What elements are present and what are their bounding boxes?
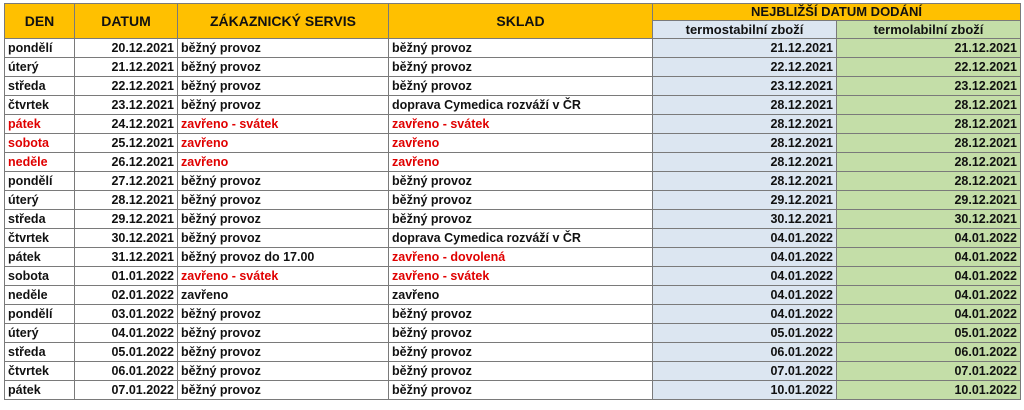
cell-datum: 04.01.2022: [75, 324, 178, 343]
cell-datum: 24.12.2021: [75, 115, 178, 134]
header-sklad: SKLAD: [389, 4, 653, 39]
cell-termolabilni-date: 23.12.2021: [837, 77, 1021, 96]
cell-sklad: běžný provoz: [389, 305, 653, 324]
cell-termostabilni-date: 28.12.2021: [653, 115, 837, 134]
cell-den: středa: [5, 77, 75, 96]
cell-sklad: běžný provoz: [389, 58, 653, 77]
cell-den: sobota: [5, 267, 75, 286]
cell-termostabilni-date: 04.01.2022: [653, 305, 837, 324]
table-row: [5, 77, 1021, 96]
cell-datum: 27.12.2021: [75, 172, 178, 191]
table-row: [5, 115, 1021, 134]
cell-servis: zavřeno: [178, 134, 389, 153]
cell-termolabilni-date: 10.01.2022: [837, 381, 1021, 400]
cell-datum: 25.12.2021: [75, 134, 178, 153]
cell-termostabilni-date: 22.12.2021: [653, 58, 837, 77]
cell-termolabilni-date: 04.01.2022: [837, 229, 1021, 248]
cell-datum: 05.01.2022: [75, 343, 178, 362]
cell-datum: 23.12.2021: [75, 96, 178, 115]
table-row: [5, 172, 1021, 191]
cell-termolabilni-date: 28.12.2021: [837, 115, 1021, 134]
cell-den: pátek: [5, 115, 75, 134]
cell-servis: běžný provoz: [178, 324, 389, 343]
cell-datum: 30.12.2021: [75, 229, 178, 248]
cell-datum: 21.12.2021: [75, 58, 178, 77]
table-row: [5, 343, 1021, 362]
cell-den: pondělí: [5, 305, 75, 324]
cell-termostabilni-date: 04.01.2022: [653, 286, 837, 305]
cell-termostabilni-date: 30.12.2021: [653, 210, 837, 229]
cell-datum: 31.12.2021: [75, 248, 178, 267]
cell-sklad: běžný provoz: [389, 172, 653, 191]
cell-servis: běžný provoz: [178, 39, 389, 58]
cell-termolabilni-date: 28.12.2021: [837, 96, 1021, 115]
cell-termostabilni-date: 21.12.2021: [653, 39, 837, 58]
cell-sklad: doprava Cymedica rozváží v ČR: [389, 229, 653, 248]
header-datum: DATUM: [75, 4, 178, 39]
cell-servis: běžný provoz: [178, 381, 389, 400]
cell-sklad: běžný provoz: [389, 39, 653, 58]
cell-termostabilni-date: 23.12.2021: [653, 77, 837, 96]
cell-den: čtvrtek: [5, 96, 75, 115]
table-row: [5, 286, 1021, 305]
cell-sklad: běžný provoz: [389, 362, 653, 381]
cell-servis: běžný provoz: [178, 305, 389, 324]
cell-termostabilni-date: 06.01.2022: [653, 343, 837, 362]
cell-den: sobota: [5, 134, 75, 153]
cell-sklad: zavřeno: [389, 153, 653, 172]
cell-termostabilni-date: 04.01.2022: [653, 248, 837, 267]
table-row: [5, 362, 1021, 381]
cell-termostabilni-date: 29.12.2021: [653, 191, 837, 210]
cell-termostabilni-date: 05.01.2022: [653, 324, 837, 343]
table-row: [5, 96, 1021, 115]
cell-datum: 07.01.2022: [75, 381, 178, 400]
cell-termostabilni-date: 28.12.2021: [653, 96, 837, 115]
table-row: [5, 191, 1021, 210]
schedule-table: [4, 3, 1021, 400]
cell-sklad: běžný provoz: [389, 210, 653, 229]
cell-termolabilni-date: 04.01.2022: [837, 286, 1021, 305]
cell-termolabilni-date: 04.01.2022: [837, 305, 1021, 324]
cell-sklad: běžný provoz: [389, 381, 653, 400]
table-row: [5, 248, 1021, 267]
cell-termolabilni-date: 28.12.2021: [837, 134, 1021, 153]
cell-datum: 22.12.2021: [75, 77, 178, 96]
cell-termolabilni-date: 30.12.2021: [837, 210, 1021, 229]
cell-servis: běžný provoz: [178, 362, 389, 381]
cell-termostabilni-date: 28.12.2021: [653, 153, 837, 172]
cell-sklad: zavřeno - svátek: [389, 115, 653, 134]
cell-termolabilni-date: 28.12.2021: [837, 153, 1021, 172]
table-row: [5, 39, 1021, 58]
cell-datum: 01.01.2022: [75, 267, 178, 286]
cell-servis: běžný provoz: [178, 191, 389, 210]
cell-den: pondělí: [5, 172, 75, 191]
cell-den: pondělí: [5, 39, 75, 58]
cell-datum: 03.01.2022: [75, 305, 178, 324]
cell-servis: zavřeno - svátek: [178, 267, 389, 286]
header-den: DEN: [5, 4, 75, 39]
cell-servis: běžný provoz: [178, 229, 389, 248]
table-row: [5, 324, 1021, 343]
table-row: [5, 58, 1021, 77]
cell-den: úterý: [5, 58, 75, 77]
cell-servis: běžný provoz: [178, 58, 389, 77]
cell-sklad: běžný provoz: [389, 191, 653, 210]
cell-datum: 20.12.2021: [75, 39, 178, 58]
cell-datum: 02.01.2022: [75, 286, 178, 305]
cell-sklad: běžný provoz: [389, 324, 653, 343]
cell-sklad: zavřeno: [389, 286, 653, 305]
cell-servis: zavřeno - svátek: [178, 115, 389, 134]
table-row: [5, 153, 1021, 172]
table-row: [5, 210, 1021, 229]
cell-datum: 06.01.2022: [75, 362, 178, 381]
cell-servis: zavřeno: [178, 153, 389, 172]
cell-termolabilni-date: 21.12.2021: [837, 39, 1021, 58]
cell-sklad: zavřeno: [389, 134, 653, 153]
table-row: [5, 229, 1021, 248]
cell-termostabilni-date: 04.01.2022: [653, 229, 837, 248]
cell-servis: běžný provoz do 17.00: [178, 248, 389, 267]
table-row: [5, 381, 1021, 400]
cell-den: pátek: [5, 381, 75, 400]
table-row: [5, 267, 1021, 286]
cell-servis: běžný provoz: [178, 96, 389, 115]
header-termostabilni: termostabilní zboží: [653, 21, 837, 39]
cell-termostabilni-date: 04.01.2022: [653, 267, 837, 286]
cell-servis: zavřeno: [178, 286, 389, 305]
cell-termolabilni-date: 04.01.2022: [837, 248, 1021, 267]
cell-den: čtvrtek: [5, 229, 75, 248]
cell-den: neděle: [5, 153, 75, 172]
cell-datum: 26.12.2021: [75, 153, 178, 172]
cell-termolabilni-date: 29.12.2021: [837, 191, 1021, 210]
header-nejblizsi: NEJBLIŽŠÍ DATUM DODÁNÍ: [653, 4, 1021, 21]
cell-den: úterý: [5, 191, 75, 210]
cell-datum: 29.12.2021: [75, 210, 178, 229]
cell-servis: běžný provoz: [178, 343, 389, 362]
cell-termostabilni-date: 28.12.2021: [653, 172, 837, 191]
cell-termostabilni-date: 28.12.2021: [653, 134, 837, 153]
cell-termostabilni-date: 07.01.2022: [653, 362, 837, 381]
header-servis: ZÁKAZNICKÝ SERVIS: [178, 4, 389, 39]
cell-den: neděle: [5, 286, 75, 305]
cell-termolabilni-date: 06.01.2022: [837, 343, 1021, 362]
table-body: [5, 39, 1021, 400]
cell-termolabilni-date: 22.12.2021: [837, 58, 1021, 77]
cell-termolabilni-date: 07.01.2022: [837, 362, 1021, 381]
cell-sklad: běžný provoz: [389, 343, 653, 362]
cell-servis: běžný provoz: [178, 210, 389, 229]
cell-servis: běžný provoz: [178, 172, 389, 191]
cell-termolabilni-date: 28.12.2021: [837, 172, 1021, 191]
cell-sklad: doprava Cymedica rozváží v ČR: [389, 96, 653, 115]
cell-sklad: běžný provoz: [389, 77, 653, 96]
table-row: [5, 134, 1021, 153]
cell-sklad: zavřeno - svátek: [389, 267, 653, 286]
cell-den: čtvrtek: [5, 362, 75, 381]
table-row: [5, 305, 1021, 324]
cell-termolabilni-date: 05.01.2022: [837, 324, 1021, 343]
cell-datum: 28.12.2021: [75, 191, 178, 210]
cell-termostabilni-date: 10.01.2022: [653, 381, 837, 400]
cell-servis: běžný provoz: [178, 77, 389, 96]
cell-sklad: zavřeno - dovolená: [389, 248, 653, 267]
cell-den: úterý: [5, 324, 75, 343]
cell-den: pátek: [5, 248, 75, 267]
cell-den: středa: [5, 343, 75, 362]
header-termolabilni: termolabilní zboží: [837, 21, 1021, 39]
cell-den: středa: [5, 210, 75, 229]
cell-termolabilni-date: 04.01.2022: [837, 267, 1021, 286]
